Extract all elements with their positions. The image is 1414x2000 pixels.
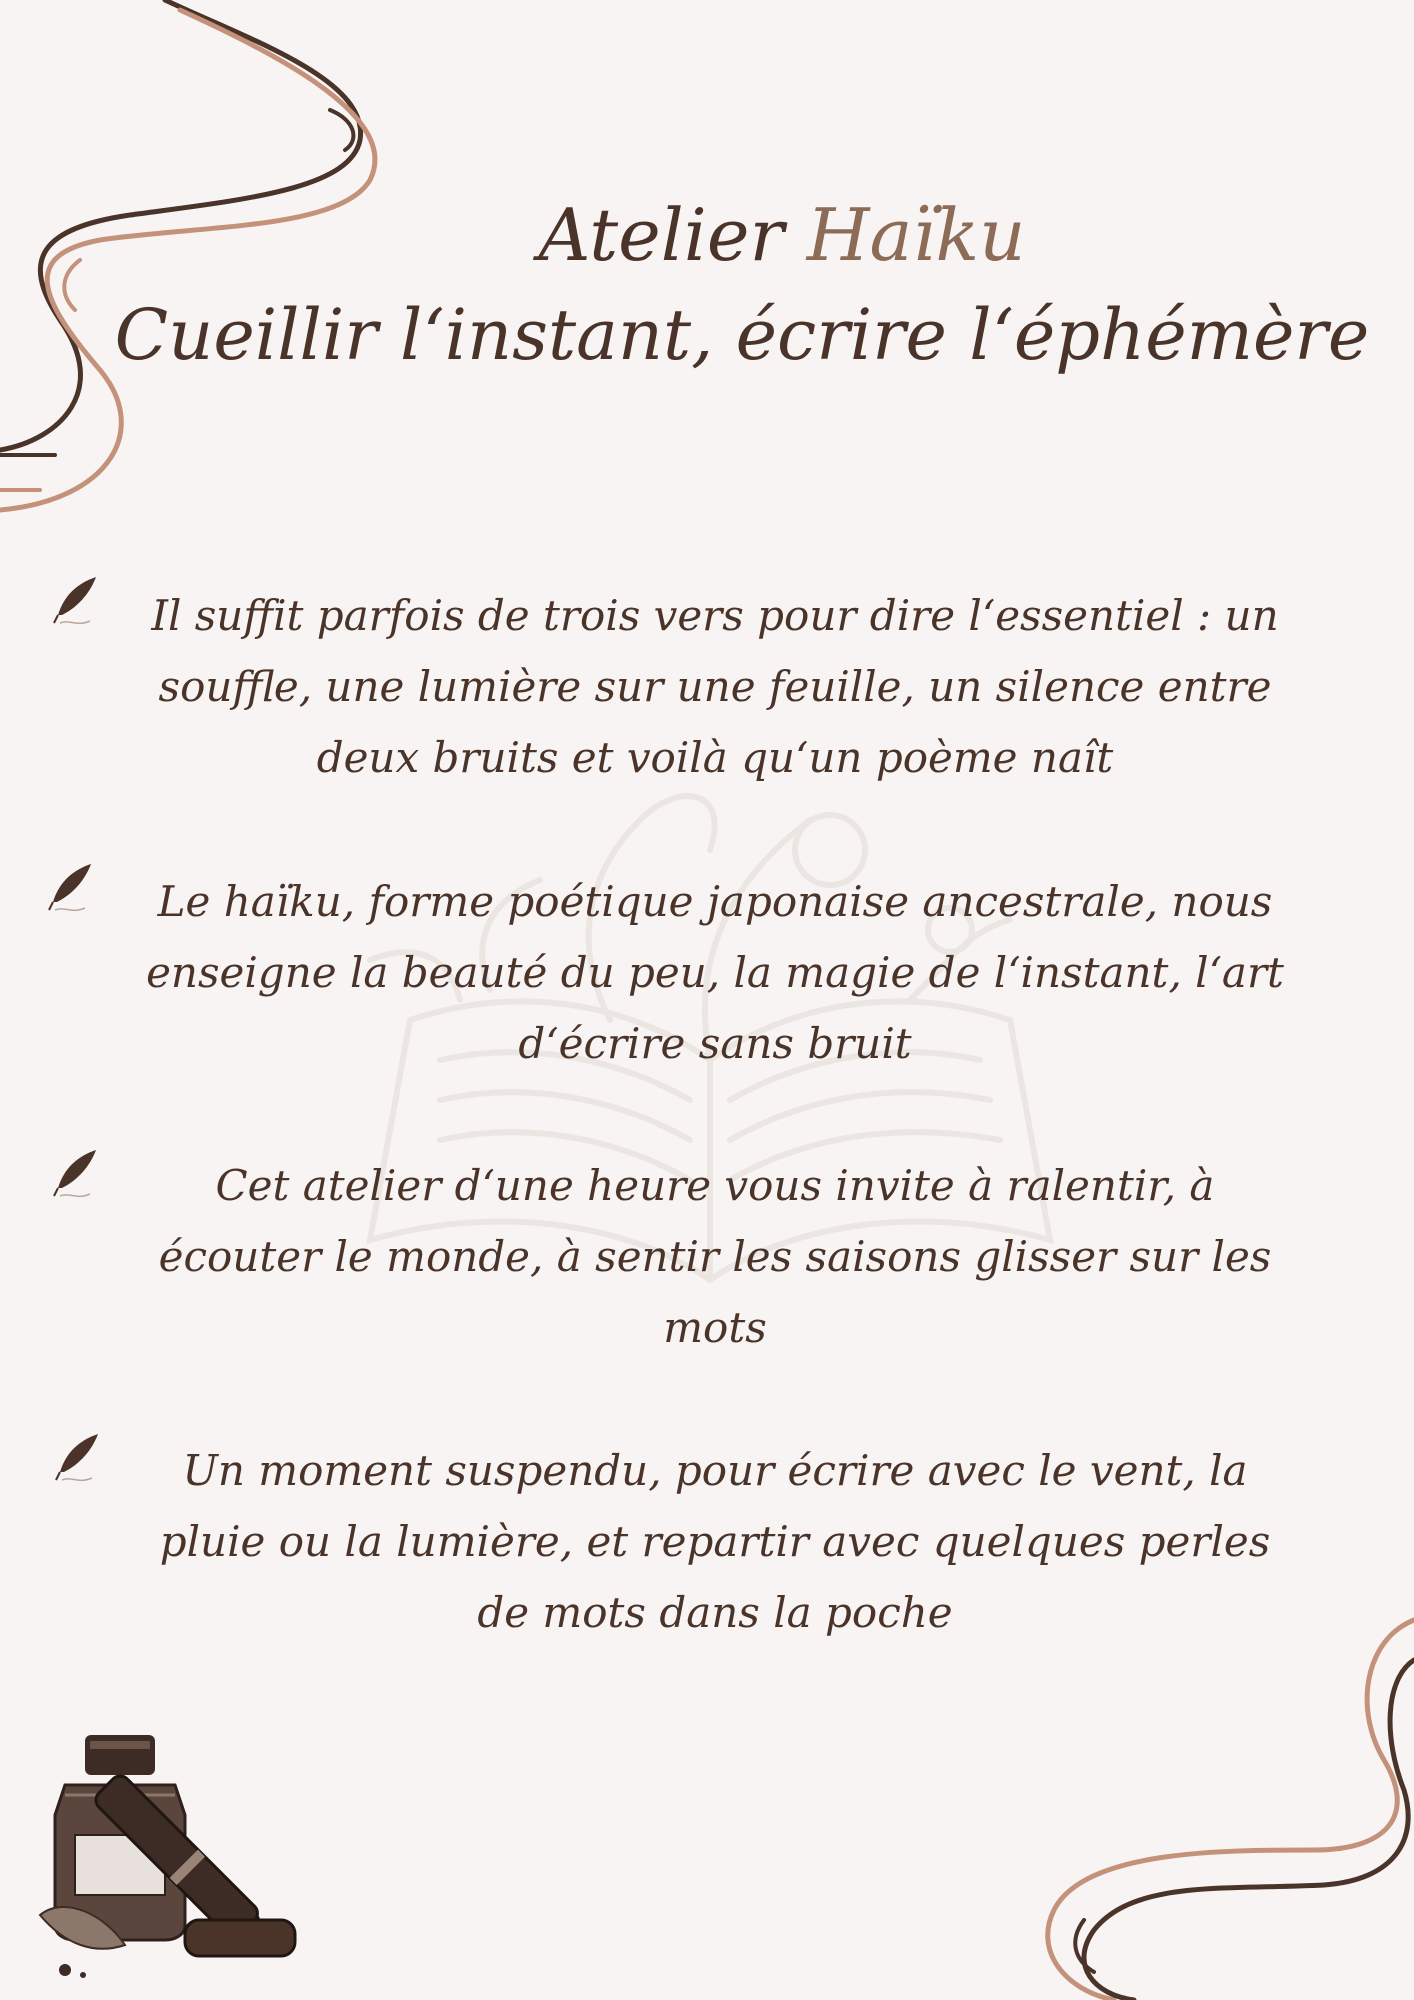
- quill-icon: [52, 1432, 102, 1492]
- ink-bottle-pen-illustration: [35, 1725, 325, 1985]
- paragraph-1: [125, 580, 1305, 793]
- page-title: [0, 190, 1414, 280]
- title-accent: Haïku: [806, 193, 1026, 277]
- decorative-swirl-bottom: [1024, 1600, 1414, 2000]
- page-subtitle: Cueillir l‘instant, écrire l‘éphémère: [114, 294, 1370, 376]
- quill-icon: [50, 575, 100, 635]
- paragraph-2: [125, 866, 1305, 1079]
- quill-icon: [45, 862, 95, 922]
- paragraph-3: [125, 1150, 1305, 1363]
- paragraph-2-text: Le haïku, forme poétique japonaise ancestrale, nous enseigne la beauté du peu, la magie de l‘instant, l‘art d‘écrire sans bruit: [146, 877, 1284, 1068]
- paragraph-4-text: Un moment suspendu, pour écrire avec le vent, la pluie ou la lumière, et repartir avec quelques perles de mots dans la poche: [159, 1446, 1271, 1637]
- title-prefix: Atelier: [538, 193, 784, 277]
- quill-icon: [50, 1148, 100, 1208]
- paragraph-1-text: Il suffit parfois de trois vers pour dire l‘essentiel : un souffle, une lumière sur une feuille, un silence entre deux bruits et voilà qu‘un poème naît: [151, 591, 1279, 782]
- paragraph-3-text: Cet atelier d‘une heure vous invite à ralentir, à écouter le monde, à sentir les saisons glisser sur les mots: [158, 1161, 1272, 1352]
- title-block: [0, 190, 1414, 390]
